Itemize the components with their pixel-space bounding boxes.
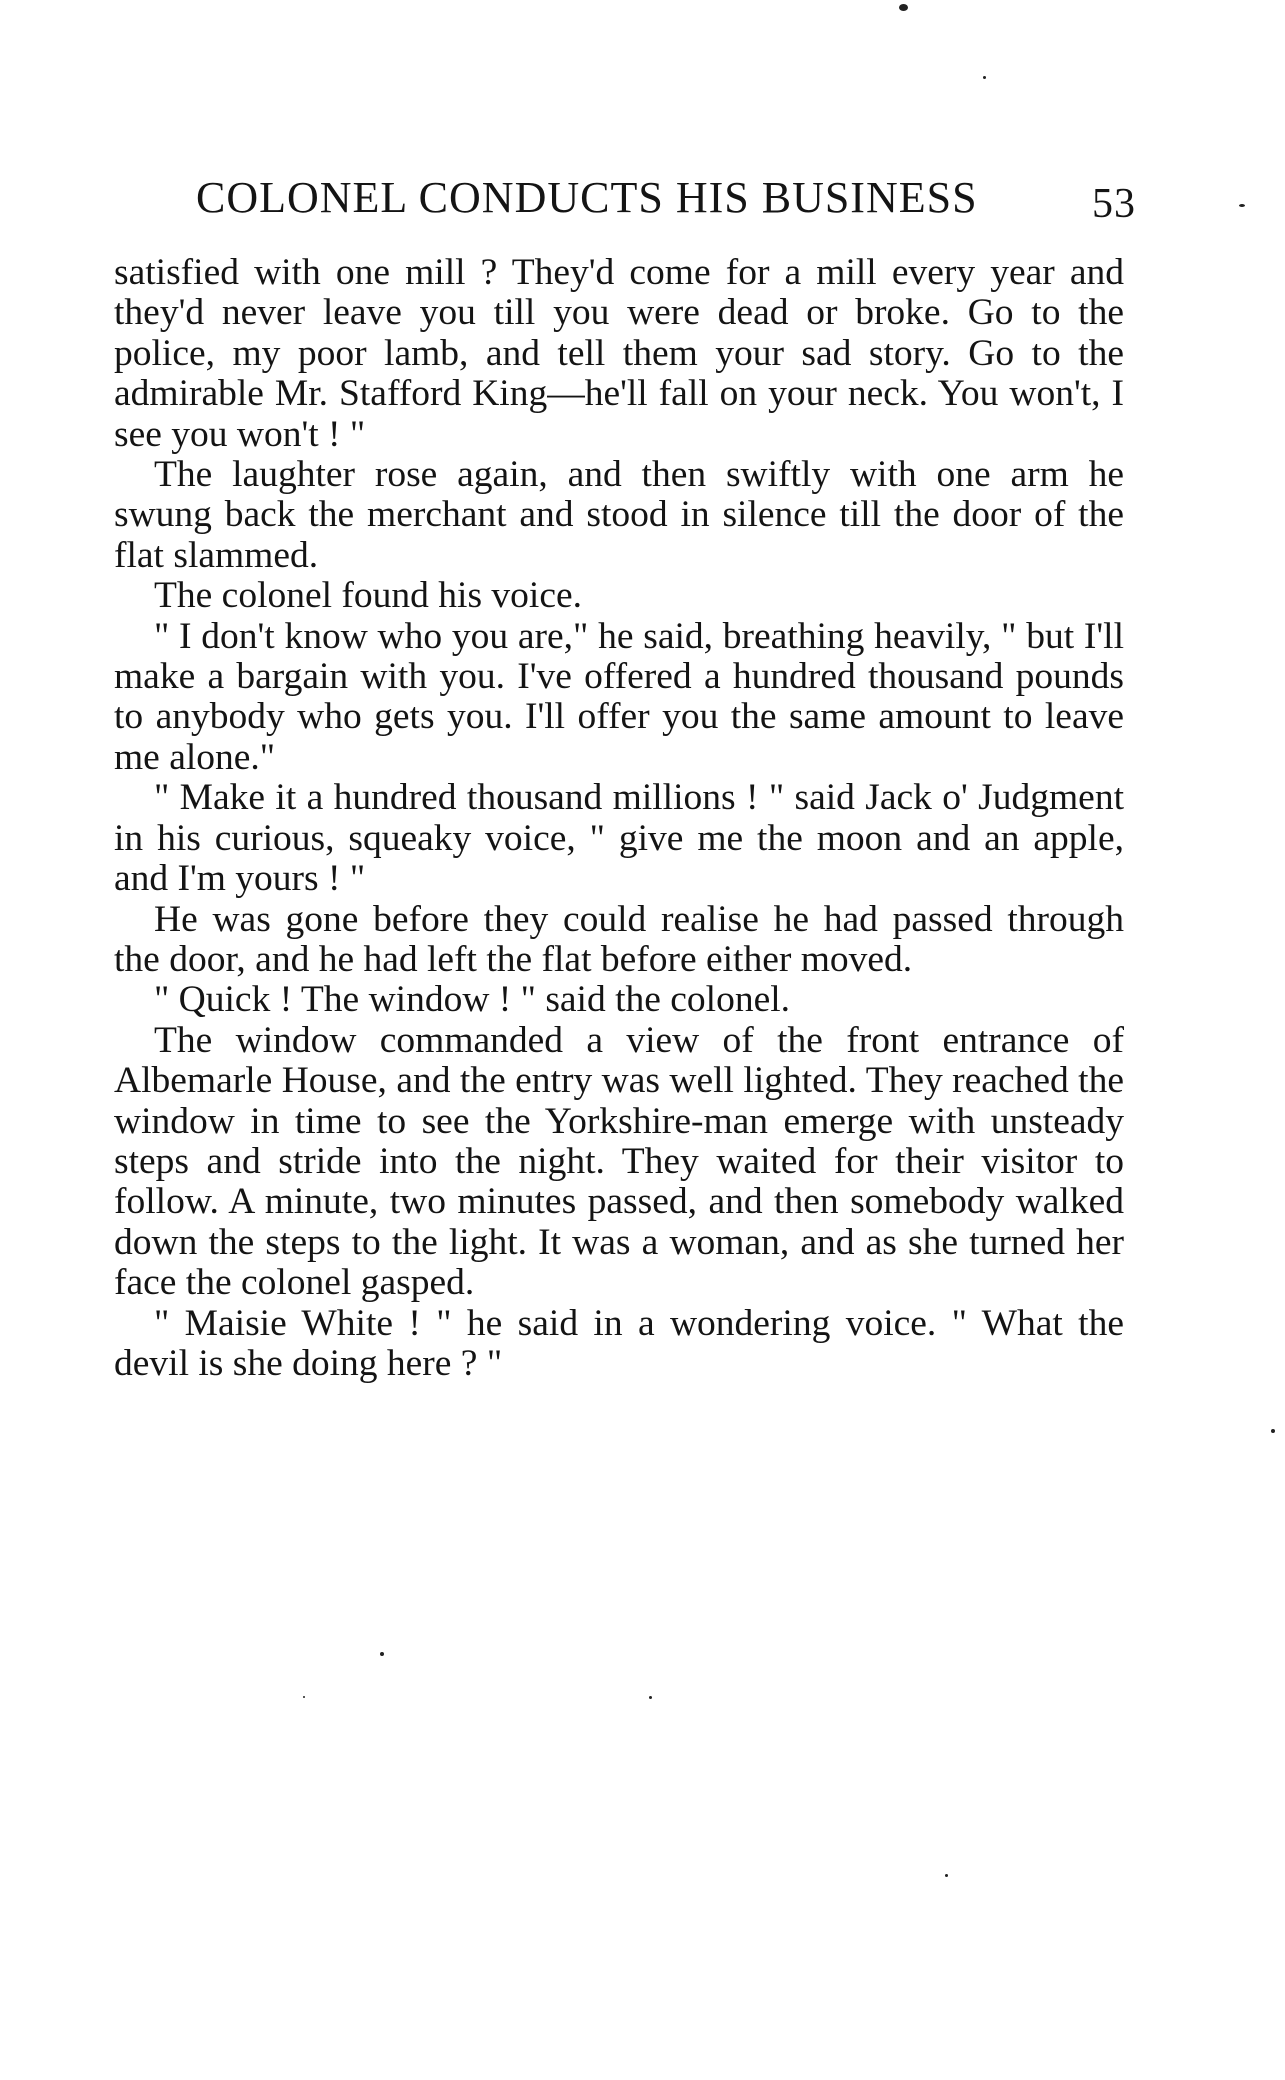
- paragraph: The window commanded a view of the front entrance of Albemarle House, and the entry was well lighted. They reached the window in time to see the Yorkshire-man emerge with unsteady steps and stride into the night. They waited for their visitor to follow. A minute, two minutes passed, and then somebody walked down the steps to the light. It was a woman, and as she turned her face the colonel gasped.: [114, 1019, 1124, 1304]
- paragraph: satisfied with one mill ? They'd come for a mill every year and they'd never leave you till you were dead or broke. Go to the police, my poor lamb, and tell them your sad story. Go to the admirable Mr. Stafford King—he'll fall on your neck. You won't, I see you won't ! ": [114, 252, 1124, 455]
- scan-speck: [380, 1652, 384, 1656]
- scan-speck: [983, 76, 986, 79]
- chapter-title: COLONEL CONDUCTS HIS BUSINESS: [196, 173, 978, 222]
- paragraph: " I don't know who you are," he said, breathing heavily, " but I'll make a bargain with you. I've offered a hundred thousand pounds to anybody who gets you. I'll offer you the same amount to leave me alone.": [114, 615, 1124, 778]
- paragraph: The colonel found his voice.: [154, 575, 583, 617]
- paragraph: " Maisie White ! " he said in a wondering voice. " What the devil is she doing here ? ": [114, 1302, 1124, 1384]
- paragraph: The laughter rose again, and then swiftly with one arm he swung back the merchant and stood in silence till the door of the flat slammed.: [114, 454, 1124, 576]
- scan-speck: [1239, 204, 1245, 207]
- scan-speck: [1271, 1429, 1275, 1433]
- scan-speck: [649, 1696, 652, 1699]
- scan-speck: [303, 1696, 305, 1698]
- running-head: [196, 168, 1136, 228]
- paragraph: He was gone before they could realise he had passed through the door, and he had left the flat before either moved.: [114, 898, 1124, 980]
- paragraph: " Make it a hundred thousand millions ! " said Jack o' Judgment in his curious, squeaky voice, " give me the moon and an apple, and I'm yours ! ": [114, 777, 1124, 900]
- body-text: [114, 253, 1124, 1384]
- scan-speck: [899, 4, 908, 11]
- paragraph: " Quick ! The window ! " said the colonel.: [154, 979, 791, 1021]
- page-number: 53: [1092, 181, 1136, 227]
- scan-speck: [945, 1874, 948, 1877]
